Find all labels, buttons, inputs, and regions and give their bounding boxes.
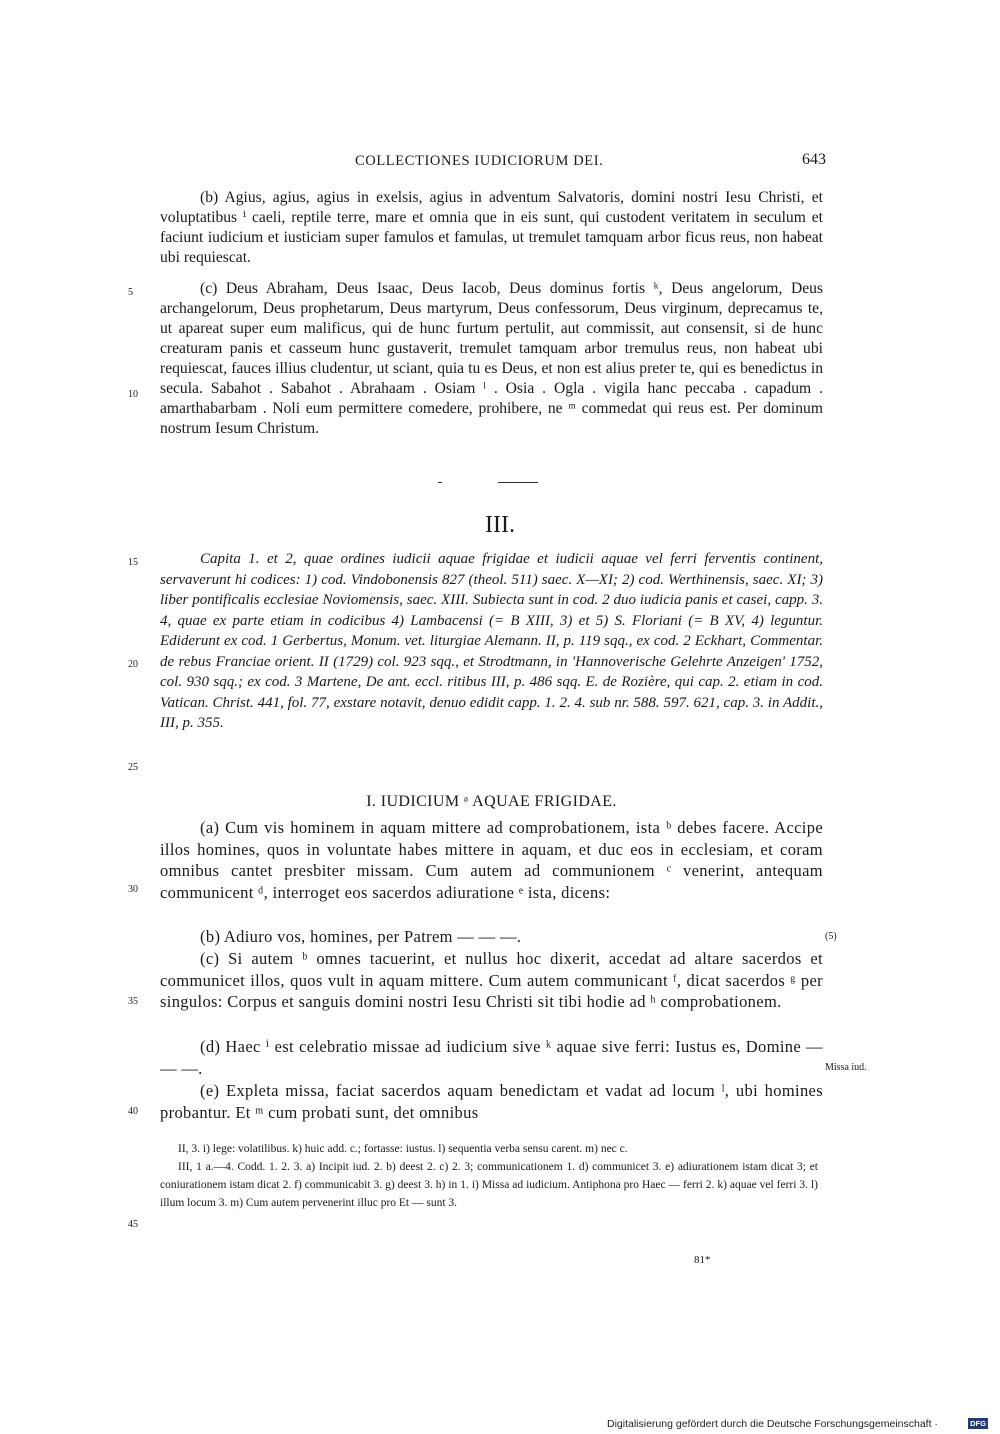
section-separator bbox=[438, 482, 538, 483]
separator-dash bbox=[438, 482, 442, 483]
paragraph-c-top bbox=[160, 279, 823, 439]
paragraph-text: (c) Deus Abraham, Deus Isaac, Deus Iacob, Deus dominus fortis ᵏ, Deus angelorum, Deus archangelorum, Deus prophetarum, Deus martyrum, Deus confessorum, Deus virginum, deprecamus te, ut apareat super eum malificus, qui de hunc furtum pertulit, aut commissit, aut consensit, si de hunc creaturam panis et casseum hunc gustaverit, tremulet tamquam arbor tremulus reus, non habeat ubi requiescat, fauces illius cludentur, ut sciant, quia tu es Deus, et non est alius preter te, qui es benedictus in secula. Sabahot . Sabahot . Abrahaam . Osiam ˡ . Osia . Ogla . vigila hanc peccaba . capadum . amarthabarbam . Noli eum permittere comedere, prohibere, ne ᵐ commedat qui reus est. Per dominum nostrum Iesum Christum. bbox=[160, 280, 823, 437]
paragraph-text: (e) Expleta missa, faciat sacerdos aquam benedictam et vadat ad locum ˡ, ubi homines probantur. Et ᵐ cum probati sunt, det omnibus bbox=[160, 1081, 823, 1122]
running-title: COLLECTIONES IUDICIORUM DEI. bbox=[355, 153, 604, 169]
page-number: 643 bbox=[802, 151, 826, 168]
paragraph-text: (b) Adiuro vos, homines, per Patrem — — —. bbox=[200, 927, 522, 946]
paragraph-b-main bbox=[160, 926, 823, 948]
margin-note-missa: Missa iud. bbox=[825, 1062, 867, 1073]
dfg-logo-icon: DFG bbox=[968, 1418, 988, 1429]
paragraph-text: (a) Cum vis hominem in aquam mittere ad comprobationem, ista ᵇ debes facere. Accipe illos homines, quos in voluntate habes mittere in aquam, et duc eos in ecclesiam, et coram omnibus cantet presbiter missam. Cum autem ad communionem ᶜ venerint, antequam communicent ᵈ, interroget eos sacerdos adiuratione ᵉ ista, dicens: bbox=[160, 818, 823, 902]
intro-text: Capita 1. et 2, quae ordines iudicii aquae frigidae et iudicii aquae vel ferri ferventis continent, servaverunt hi codices: 1) cod. Vindobonensis 827 (theol. 511) saec. X—XI; 2) cod. Werthinensis, saec. XI; 3) liber pontificalis ecclesiae Noviomensis, saec. XIII. Subiecta sunt in cod. 2 duo iudicia panis et casei, capp. 3. 4, quae ex parte etiam in codicibus 4) Lambacensi (= B XIII, 3) et 5) S. Floriani (= B XV, 4) leguntur. Ediderunt ex cod. 1 Gerbertus, Monum. vet. liturgiae Alemann. II, p. 119 sqq., ex cod. 2 Eckhart, Commentar. de rebus Franciae orient. II (1729) col. 923 sqq., et Strodtmann, in 'Hannoverische Gelehrte Anzeigen' 1752, col. 930 sqq.; ex cod. 3 Martene, De ant. eccl. ritibus III, p. 486 sqq. E. de Rozière, qui cap. 2. etiam in cod. Vatican. Christ. 441, fol. 77, exstare notavit, denuo edidit capp. 1. 2. 4. sub nr. 588. 597. 621, cap. 3. in Addit., III, p. 355. bbox=[160, 551, 823, 731]
paragraph-c-main bbox=[160, 948, 823, 1013]
paragraph-text: (b) Agius, agius, agius in exelsis, agius in adventum Salvatoris, domini nostri Iesu Christi, et voluptatibus ⁱ caeli, reptile terre, mare et omnia que in eis sunt, qui custodent veritatem in seculum et faciunt iudicium et iusticiam super famulos et famulas, ut tremulet tamquam arbor ficus reus, non habeat ubi requiescat. bbox=[160, 189, 823, 266]
subsection-title: I. IUDICIUM ᵃ AQUAE FRIGIDAE. bbox=[366, 793, 617, 810]
paragraph-a-main bbox=[160, 817, 823, 903]
paragraph-d-main bbox=[160, 1036, 823, 1079]
line-number: 45 bbox=[128, 1219, 138, 1230]
signature-mark: 81* bbox=[694, 1254, 711, 1266]
line-number: 20 bbox=[128, 659, 138, 670]
footnote-block-ii: II, 3. i) lege: volatilibus. k) huic add. c.; fortasse: iustus. l) sequentia verba sensu carent. m) nec c. bbox=[178, 1143, 628, 1155]
page-header bbox=[160, 153, 826, 175]
line-number: 10 bbox=[128, 389, 138, 400]
paragraph-text: (d) Haec ⁱ est celebratio missae ad iudicium sive ᵏ aquae sive ferri: Iustus es, Domine — — —. bbox=[160, 1037, 823, 1078]
line-number: 35 bbox=[128, 996, 138, 1007]
line-number: 5 bbox=[128, 287, 133, 298]
section-number: III. bbox=[485, 512, 515, 538]
line-number: 30 bbox=[128, 884, 138, 895]
margin-note-ref: (5) bbox=[825, 931, 837, 942]
paragraph-e-main bbox=[160, 1080, 823, 1123]
intro-paragraph bbox=[160, 549, 823, 734]
digitization-credit: Digitalisierung gefördert durch die Deutsche Forschungsgemeinschaft · bbox=[607, 1418, 938, 1430]
line-number: 25 bbox=[128, 762, 138, 773]
footnotes bbox=[160, 1140, 818, 1212]
line-number: 40 bbox=[128, 1106, 138, 1117]
paragraph-b-top bbox=[160, 188, 823, 268]
paragraph-text: (c) Si autem ᵇ omnes tacuerint, et nullus hoc dixerit, accedat ad altare sacerdos et communicet illos, quos vult in aquam mittere. Cum autem communicant ᶠ, dicat sacerdos ᵍ per singulos: Corpus et sanguis domini nostri Iesu Christi sit tibi hodie ad ʰ comprobationem. bbox=[160, 949, 823, 1011]
separator-dash bbox=[498, 482, 538, 483]
footnote-block-iii: III, 1 a.—4. Codd. 1. 2. 3. a) Incipit iud. 2. b) deest 2. c) 2. 3; communicationem 1. d) communicet 3. e) adiurationem istam dicat 3; et coniurationem istam dicat 2. f) communicabit 3. g) deest 3. h) in 1. i) Missa ad iudicium. Antiphona pro Haec — ferri 2. k) aquae vel ferri 3. l) illum locum 3. m) Cum autem pervenerint illuc pro Et — sunt 3. bbox=[160, 1161, 818, 1209]
line-number: 15 bbox=[128, 557, 138, 568]
